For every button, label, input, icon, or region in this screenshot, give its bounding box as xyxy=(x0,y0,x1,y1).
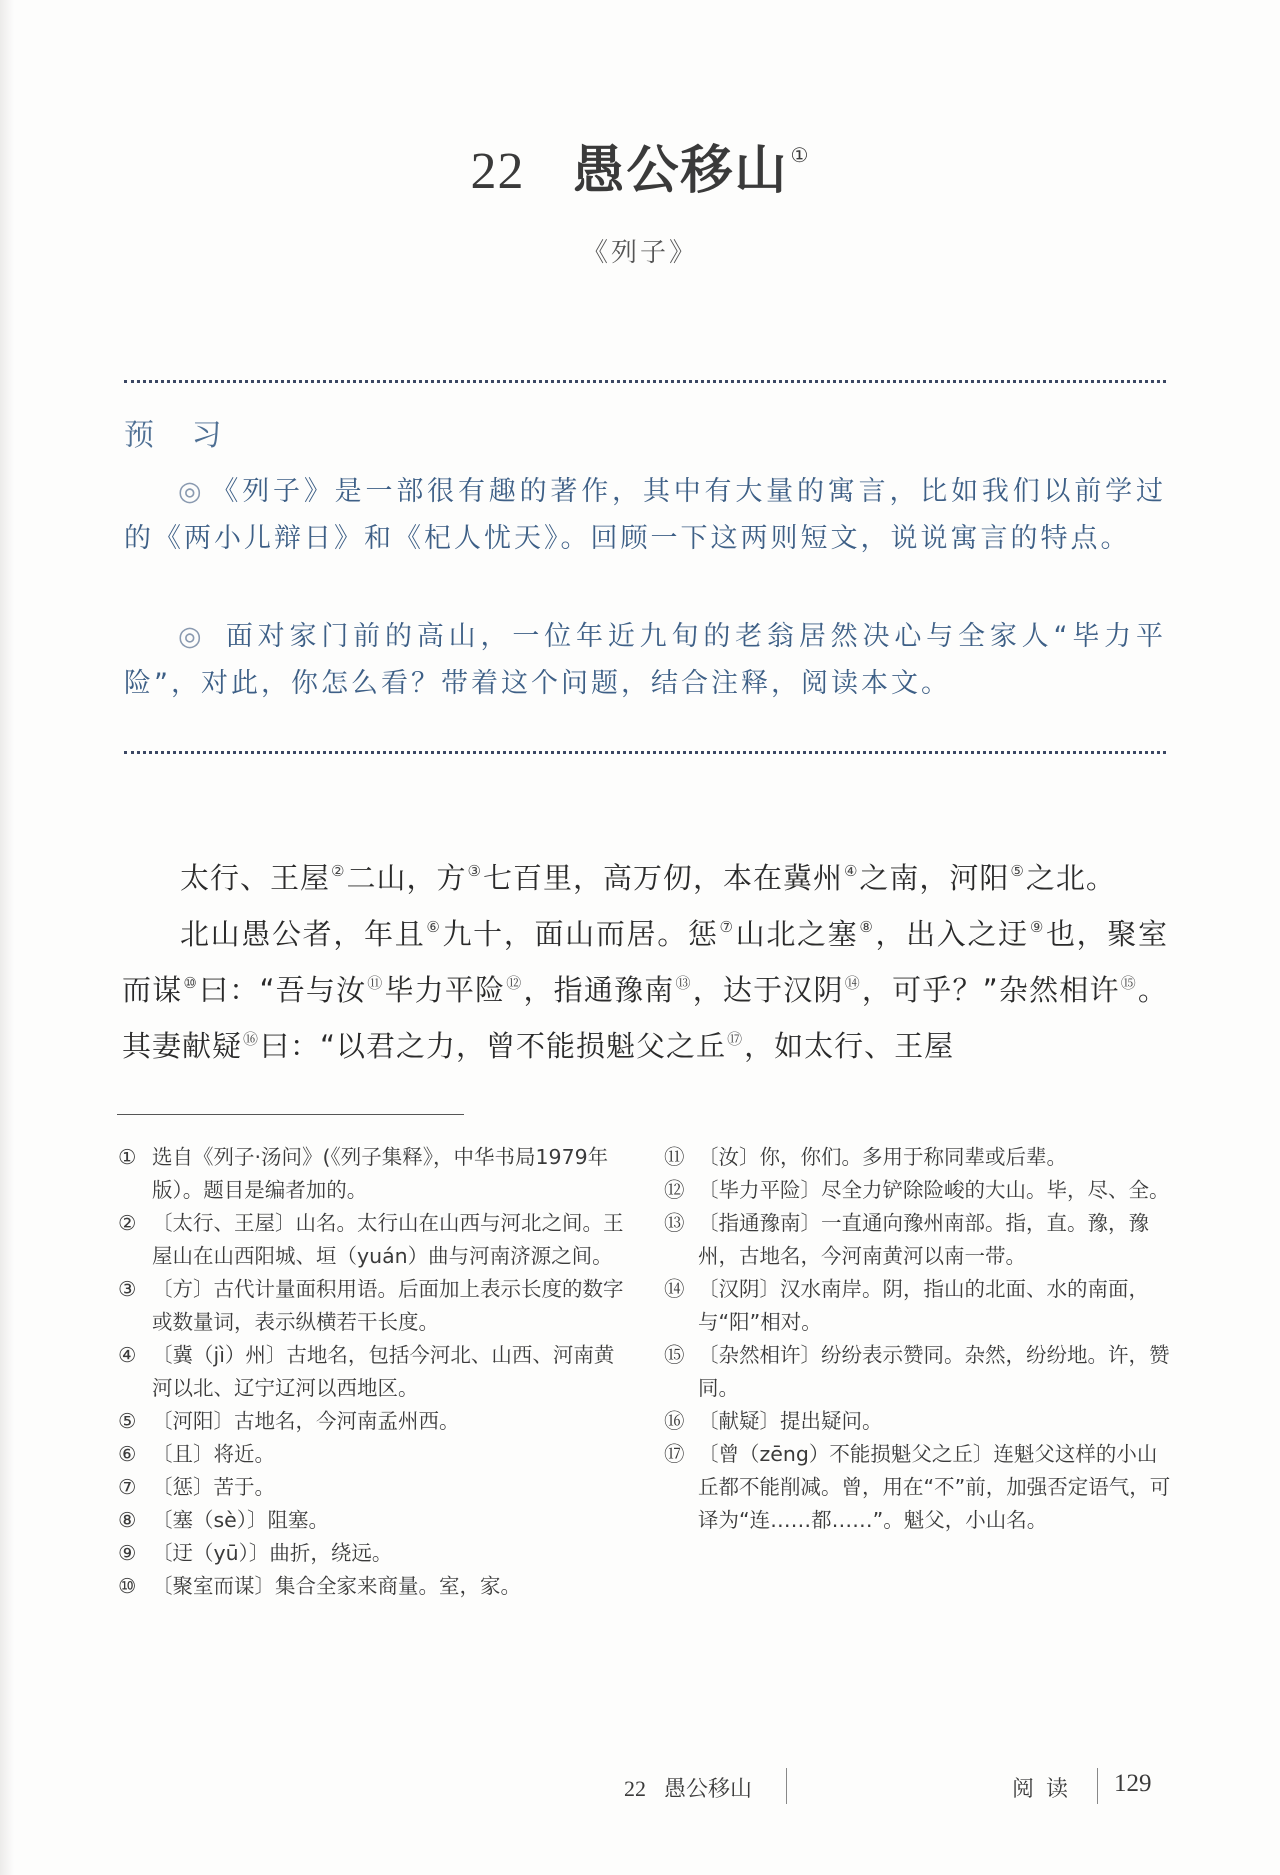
footnote-text: 选自《列子·汤问》(《列子集释》，中华书局1979年版）。题目是编者加的。 xyxy=(152,1145,609,1202)
footnote-text: 〔惩〕苦于。 xyxy=(152,1475,275,1499)
footnote-text: 〔汝〕你，你们。多用于称同辈或后辈。 xyxy=(698,1145,1067,1169)
main-text-segment: 山北之塞 xyxy=(735,917,859,951)
footnote-number: ① xyxy=(118,1145,137,1169)
footer-divider xyxy=(1097,1768,1098,1804)
footnote-item xyxy=(664,1405,1174,1438)
footnote-marker[interactable]: ⑪ xyxy=(367,974,384,992)
footnote-number: ⑰ xyxy=(664,1442,685,1466)
footnote-text: 〔冀（jì）州〕古地名，包括今河北、山西、河南黄河以北、辽宁辽河以西地区。 xyxy=(152,1343,615,1400)
footnote-marker[interactable]: ⑬ xyxy=(675,974,692,992)
main-text-segment: 太行、王屋 xyxy=(180,861,331,895)
footnote-marker[interactable]: ⑩ xyxy=(183,974,199,992)
lesson-name: 愚公移山 xyxy=(572,141,789,201)
footnote-item xyxy=(118,1405,628,1438)
footnote-number: ⑧ xyxy=(118,1508,137,1532)
footnote-number: ⑩ xyxy=(118,1574,137,1598)
footer-divider xyxy=(786,1768,787,1804)
main-text-segment: ，可乎？”杂然相许 xyxy=(861,973,1120,1007)
footer-lesson-number: 22 xyxy=(624,1776,646,1801)
footnotes-right-column xyxy=(664,1141,1174,1537)
footnote-marker[interactable]: ⑭ xyxy=(844,974,861,992)
footnote-marker[interactable]: ⑦ xyxy=(719,918,735,936)
footnote-marker[interactable]: ⑫ xyxy=(506,974,523,992)
main-paragraph xyxy=(122,847,1168,903)
footnote-text: 〔聚室而谋〕集合全家来商量。室，家。 xyxy=(152,1574,521,1598)
page-number: 129 xyxy=(1114,1770,1152,1797)
preview-heading: 预 习 xyxy=(124,418,236,453)
footnote-rule xyxy=(117,1114,464,1115)
footnote-marker[interactable]: ④ xyxy=(843,862,859,880)
footnote-marker[interactable]: ⑨ xyxy=(1029,918,1045,936)
footnote-marker[interactable]: ② xyxy=(331,862,346,880)
main-text-segment: ，出入之迂 xyxy=(875,917,1029,951)
footnote-text: 〔且〕将近。 xyxy=(152,1442,275,1466)
footnote-item xyxy=(664,1207,1174,1273)
footer-lesson xyxy=(624,1772,752,1803)
footnote-number: ⑫ xyxy=(664,1178,685,1202)
footnote-marker[interactable]: ⑤ xyxy=(1010,862,1025,880)
main-text-segment: ，指通豫南 xyxy=(523,973,675,1007)
bullet-double-circle-icon: ◎ xyxy=(178,476,206,507)
main-text-segment: 七百里，高万仞，本在冀州 xyxy=(482,861,843,895)
footnote-item xyxy=(664,1174,1174,1207)
footnote-item xyxy=(664,1339,1174,1405)
footnote-text: 〔汉阴〕汉水南岸。阴，指山的北面、水的南面，与“阳”相对。 xyxy=(698,1277,1149,1334)
footnote-text: 〔指通豫南〕一直通向豫州南部。指，直。豫，豫州，古地名，今河南黄河以南一带。 xyxy=(698,1211,1149,1268)
main-text-segment: 毕力平险 xyxy=(384,973,506,1007)
footnote-item xyxy=(118,1273,628,1339)
main-text-segment: 北山愚公者，年且 xyxy=(180,917,426,951)
footnote-text: 〔河阳〕古地名，今河南孟州西。 xyxy=(152,1409,460,1433)
footnote-number: ⑬ xyxy=(664,1211,685,1235)
footnote-number: ③ xyxy=(118,1277,137,1301)
main-text-segment: 也，聚室而谋 xyxy=(122,917,1168,1007)
footnote-number: ④ xyxy=(118,1343,137,1367)
footnote-item xyxy=(118,1471,628,1504)
footnote-text: 〔太行、王屋〕山名。太行山在山西与河北之间。王屋山在山西阳城、垣（yuán）曲与河南济源之间。 xyxy=(152,1211,624,1268)
footnote-text: 〔迂（yū）〕曲折，绕远。 xyxy=(152,1541,393,1565)
footnote-marker[interactable]: ⑰ xyxy=(727,1030,744,1048)
main-text-segment: 二山，方 xyxy=(346,861,467,895)
lesson-title xyxy=(0,128,1280,203)
footnote-number: ⑮ xyxy=(664,1343,685,1367)
footer-section: 阅读 xyxy=(1012,1777,1081,1802)
footnote-text: 〔献疑〕提出疑问。 xyxy=(698,1409,883,1433)
preview-item xyxy=(124,468,1166,562)
footnote-item xyxy=(118,1141,628,1207)
footnote-item xyxy=(664,1141,1174,1174)
footnote-item xyxy=(118,1570,628,1603)
footnote-item xyxy=(118,1438,628,1471)
main-paragraph xyxy=(122,903,1168,1071)
footnote-text: 〔方〕古代计量面积用语。后面加上表示长度的数字或数量词，表示纵横若干长度。 xyxy=(152,1277,624,1334)
main-text xyxy=(122,847,1168,1071)
footnote-number: ② xyxy=(118,1211,137,1235)
source-author: 《列子》 xyxy=(581,238,698,268)
title-footnote-marker[interactable]: ① xyxy=(790,143,810,167)
dotted-separator-top xyxy=(124,380,1166,383)
footnote-number: ⑤ xyxy=(118,1409,137,1433)
footnotes-left-column xyxy=(118,1141,628,1603)
footnote-marker[interactable]: ③ xyxy=(467,862,482,880)
footnote-text: 〔曾（zēng）不能损魁父之丘〕连魁父这样的小山丘都不能削减。曾，用在“不”前，加强否定语气，可译为“连……都……”。魁父，小山名。 xyxy=(698,1442,1171,1532)
main-text-segment: 。其妻献疑 xyxy=(122,973,1168,1063)
main-text-segment: 之南，河阳 xyxy=(859,861,1010,895)
footnote-text: 〔塞（sè）〕阻塞。 xyxy=(152,1508,330,1532)
footnote-item xyxy=(118,1504,628,1537)
footnote-marker[interactable]: ⑥ xyxy=(426,918,442,936)
footnote-item xyxy=(664,1273,1174,1339)
page-footer xyxy=(0,1768,1280,1808)
footnote-number: ⑯ xyxy=(664,1409,685,1433)
bullet-double-circle-icon: ◎ xyxy=(178,621,207,652)
preview-item xyxy=(124,613,1166,707)
footnote-number: ⑭ xyxy=(664,1277,685,1301)
footnote-text: 〔毕力平险〕尽全力铲除险峻的大山。毕，尽、全。 xyxy=(698,1178,1170,1202)
footnote-number: ⑪ xyxy=(664,1145,685,1169)
lesson-number: 22 xyxy=(470,143,525,200)
footnote-number: ⑦ xyxy=(118,1475,137,1499)
dotted-separator-bottom xyxy=(124,751,1166,754)
footnote-number: ⑨ xyxy=(118,1541,137,1565)
footnote-marker[interactable]: ⑯ xyxy=(243,1030,260,1048)
main-text-segment: 曰：“以君之力，曾不能损魁父之丘 xyxy=(260,1029,727,1063)
main-text-segment: ，如太行、王屋 xyxy=(744,1029,955,1063)
main-text-segment: 之北。 xyxy=(1025,861,1116,895)
preview-item-text: 面对家门前的高山，一位年近九旬的老翁居然决心与全家人“毕力平险”，对此，你怎么看？带着这个问题，结合注释，阅读本文。 xyxy=(124,621,1167,699)
main-text-segment: ，达于汉阴 xyxy=(692,973,844,1007)
footer-lesson-title: 愚公移山 xyxy=(664,1777,753,1802)
footnote-item xyxy=(664,1438,1174,1537)
footnote-item xyxy=(118,1339,628,1405)
footnote-marker[interactable]: ⑧ xyxy=(859,918,875,936)
page-edge-shadow xyxy=(0,0,14,1875)
footnote-marker[interactable]: ⑮ xyxy=(1120,974,1137,992)
footnote-item xyxy=(118,1207,628,1273)
main-text-segment: 曰：“吾与汝 xyxy=(199,973,367,1007)
footnote-item xyxy=(118,1537,628,1570)
main-text-segment: 九十，面山而居。惩 xyxy=(442,917,719,951)
footnote-number: ⑥ xyxy=(118,1442,137,1466)
preview-item-text: 《列子》是一部很有趣的著作，其中有大量的寓言，比如我们以前学过的《两小儿辩日》和《杞人忧天》。回顾一下这两则短文，说说寓言的特点。 xyxy=(124,476,1167,554)
footnote-text: 〔杂然相许〕纷纷表示赞同。杂然，纷纷地。许，赞同。 xyxy=(698,1343,1170,1400)
